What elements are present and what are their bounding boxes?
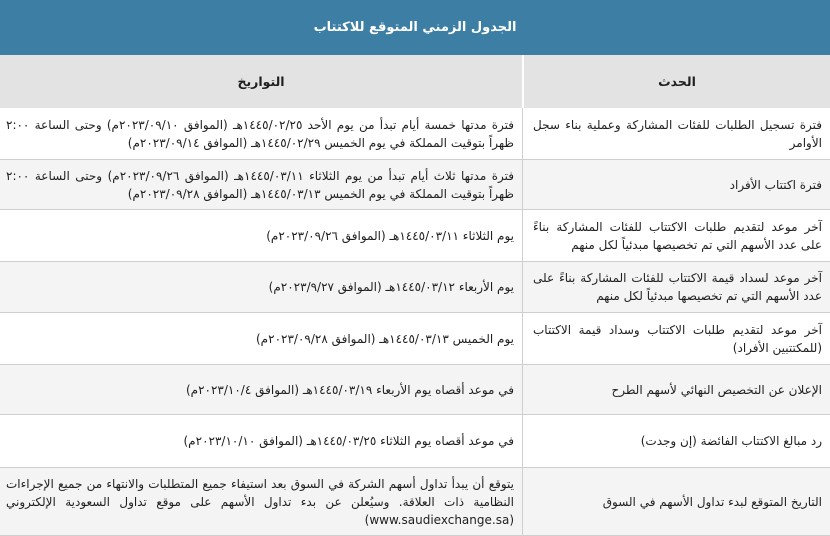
table-row: [0, 415, 830, 468]
event-cell: آخر موعد لتقديم طلبات الاكتتاب للفئات المشاركة بناءً على عدد الأسهم التي تم تخصيصها مبدئياً لكل منهم: [522, 210, 830, 261]
dates-cell: يتوقع أن يبدأ تداول أسهم الشركة في السوق بعد استيفاء جميع المتطلبات والانتهاء من جميع الإجراءات النظامية ذات العلاقة. وسيُعلن عن بدء تداول الأسهم على موقع تداول السعودية الإلكتروني (www.saudiexchange.sa): [6, 476, 514, 527]
dates-cell: يوم الأربعاء ١٤٤٥/٠٣/١٢هـ (الموافق ٢٠٢٣/٩/٢٧م): [268, 280, 514, 294]
table-row: [0, 108, 830, 160]
header-dates: التواريخ: [0, 55, 522, 108]
header-event: الحدث: [522, 55, 830, 108]
table-row: [0, 313, 830, 365]
dates-cell: فترة مدتها ثلاث أيام تبدأ من يوم الثلاثاء ١٤٤٥/٠٣/١١هـ (الموافق ٢٠٢٣/٠٩/٢٦م) وحتى الساعة ٢:٠٠ ظهراً بتوقيت المملكة في يوم الخميس ١٤٤٥/٠٣/١٣هـ (الموافق ٢٠٢٣/٠٩/٢٨م): [6, 168, 515, 201]
dates-cell: في موعد أقصاه يوم الثلاثاء ١٤٤٥/٠٣/٢٥هـ (الموافق ٢٠٢٣/١٠/١٠م): [183, 434, 514, 448]
dates-cell: في موعد أقصاه يوم الأربعاء ١٤٤٥/٠٣/١٩هـ (الموافق ٢٠٢٣/١٠/٤م): [185, 382, 514, 397]
event-cell: التاريخ المتوقع لبدء تداول الأسهم في السوق: [522, 468, 830, 535]
table-row: [0, 365, 830, 415]
dates-cell: يوم الخميس ١٤٤٥/٠٣/١٣هـ (الموافق ٢٠٢٣/٠٩/٢٨م): [256, 331, 514, 346]
event-cell: فترة اكتتاب الأفراد: [522, 160, 830, 209]
dates-cell: فترة مدتها خمسة أيام تبدأ من يوم الأحد ١٤٤٥/٠٢/٢٥هـ (الموافق ٢٠٢٣/٠٩/١٠م) وحتى الساعة ٢:٠٠ ظهراً بتوقيت المملكة في يوم الخميس ١٤٤٥/٠٢/٢٩هـ (الموافق ٢٠٢٣/٠٩/١٤م): [6, 117, 514, 150]
table-row: [0, 262, 830, 313]
table-title: الجدول الزمني المتوقع للاكتتاب: [0, 0, 830, 55]
table-row: [0, 468, 830, 536]
event-cell: آخر موعد لتقديم طلبات الاكتتاب وسداد قيمة الاكتتاب (للمكتتبين الأفراد): [522, 313, 830, 364]
event-cell: آخر موعد لسداد قيمة الاكتتاب للفئات المشاركة بناءً على عدد الأسهم التي تم تخصيصها مبدئياً لكل منهم: [522, 262, 830, 312]
event-cell: الإعلان عن التخصيص النهائي لأسهم الطرح: [522, 365, 830, 414]
event-cell: رد مبالغ الاكتتاب الفائضة (إن وجدت): [522, 415, 830, 467]
table-row: [0, 210, 830, 262]
event-cell: فترة تسجيل الطلبات للفئات المشاركة وعملية بناء سجل الأوامر: [522, 108, 830, 159]
dates-cell: يوم الثلاثاء ١٤٤٥/٠٣/١١هـ (الموافق ٢٠٢٣/٠٩/٢٦م): [266, 228, 514, 243]
table-row: [0, 160, 830, 210]
